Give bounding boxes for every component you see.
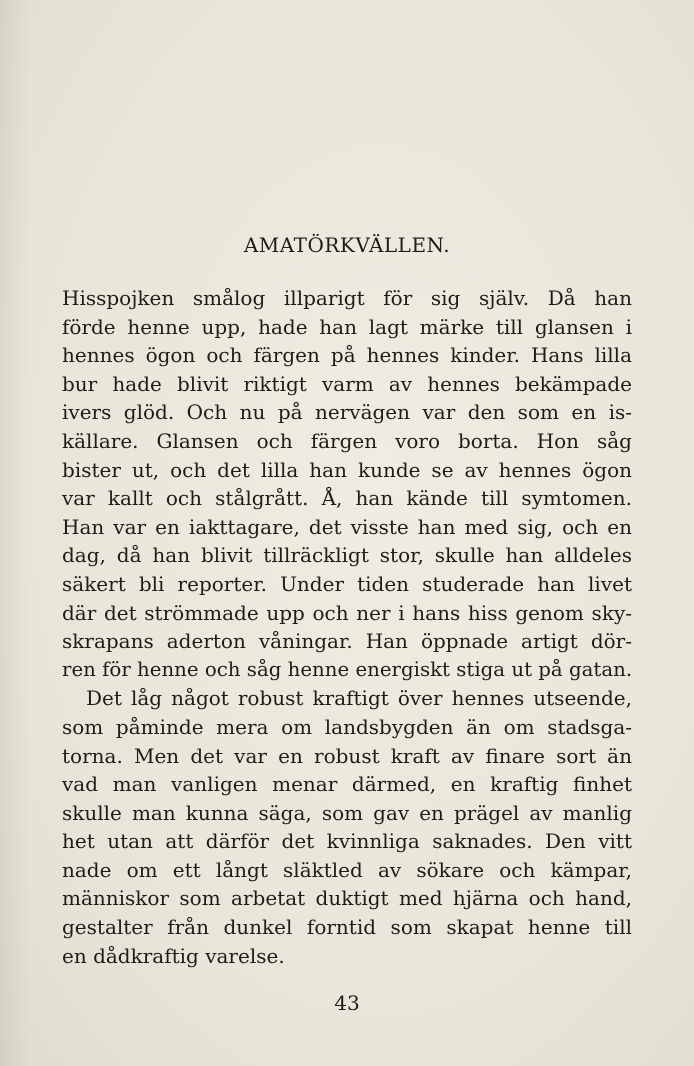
text-line: människor som arbetat duktigt med hjärna och hand, [62,886,632,911]
text-line: ivers glöd. Och nu på nervägen var den som en is- [62,400,632,425]
text-line: förde henne upp, hade han lagt märke till glansen i [62,314,632,339]
text-line: hennes ögon och färgen på hennes kinder. Hans lilla [62,343,632,368]
text-line: en dådkraftig varelse. [62,943,285,968]
paragraph [62,284,632,684]
text-line: Han var en iakttagare, det visste han med sig, och en [62,514,632,539]
chapter-heading: AMATÖRKVÄLLEN. [243,233,451,257]
text-line: nade om ett långt släktled av sökare och kämpar, [62,857,632,882]
text-line: skrapans aderton våningar. Han öppnade artigt dör- [62,629,632,654]
text-line: var kallt och stålgrått. Å, han kände till symtomen. [62,486,632,511]
text-line: bister ut, och det lilla han kunde se av hennes ögon [62,457,632,482]
page-number: 43 [334,991,360,1015]
text-line: skulle man kunna säga, som gav en prägel av manlig [62,800,632,825]
body-text [62,284,632,970]
text-line: Det låg något robust kraftigt över hennes utseende, [86,686,632,711]
text-line: källare. Glansen och färgen voro borta. Hon såg [62,428,632,453]
text-line: vad man vanligen menar därmed, en kraftig finhet [62,772,632,797]
text-line: bur hade blivit riktigt varm av hennes bekämpade [62,371,632,396]
text-line: het utan att därför det kvinnliga saknades. Den vitt [62,829,632,854]
text-line: där det strömmade upp och ner i hans hiss genom sky- [62,600,632,625]
text-line: som påminde mera om landsbygden än om stadsga- [62,714,632,739]
text-line: säkert bli reporter. Under tiden studerade han livet [62,571,632,596]
text-line: dag, då han blivit tillräckligt stor, skulle han alldeles [62,543,632,568]
text-line: gestalter från dunkel forntid som skapat henne till [62,915,632,940]
text-line: ren för henne och såg henne energiskt stiga ut på gatan. [62,657,633,681]
paragraph [62,684,632,970]
text-line: Hisspojken smålog illparigt för sig själv. Då han [62,286,632,310]
text-line: torna. Men det var en robust kraft av finare sort än [62,743,632,768]
